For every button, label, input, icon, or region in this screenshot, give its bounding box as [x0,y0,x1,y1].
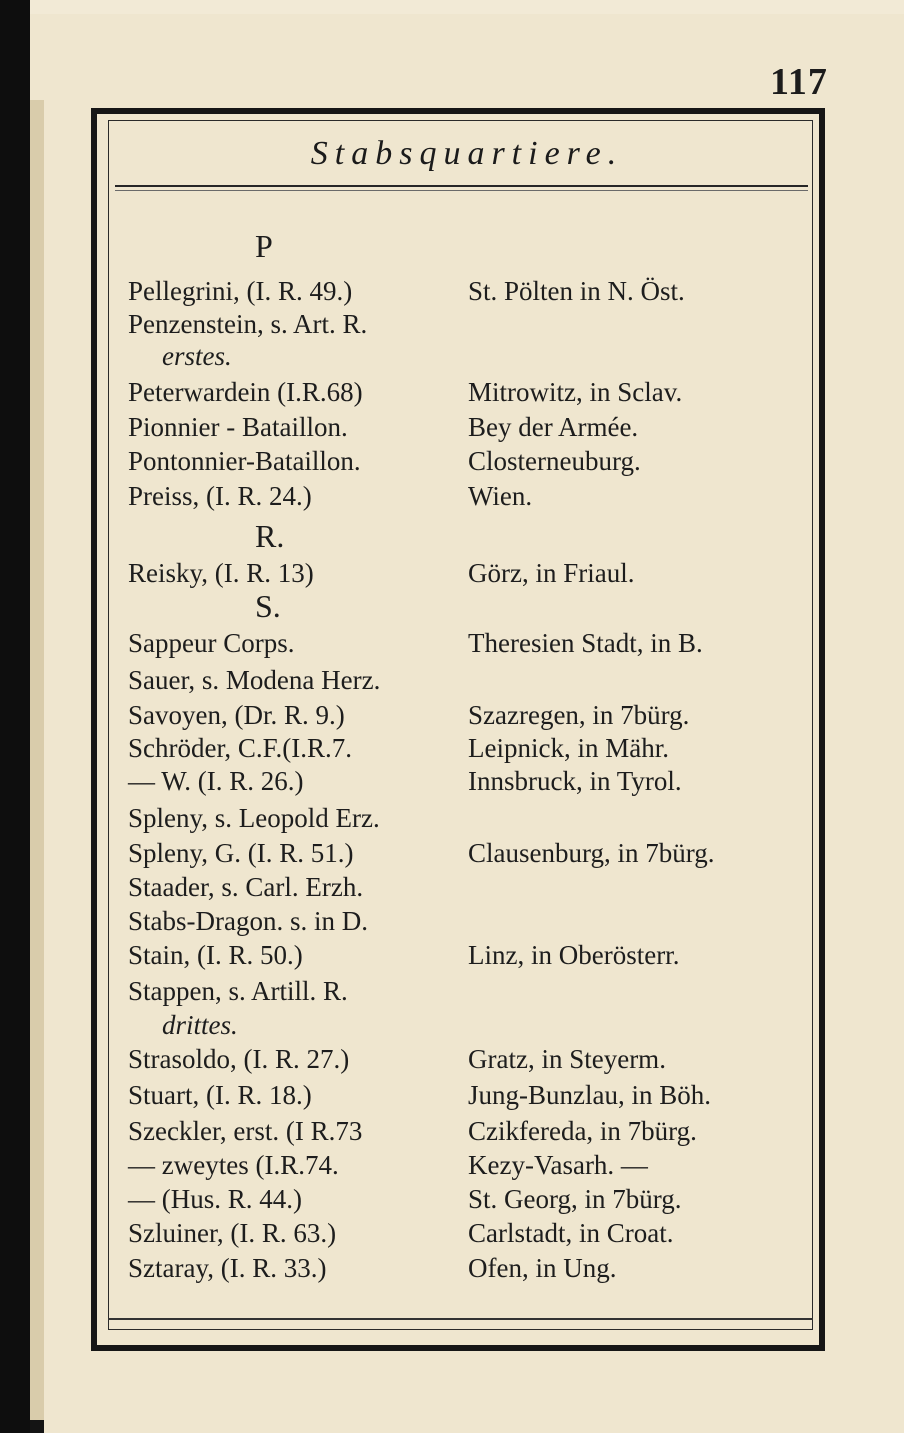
entry-location: Innsbruck, in Tyrol. [468,766,682,796]
list-item [128,558,828,598]
entry-name: Spleny, G. (I. R. 51.) [128,838,354,868]
entry-name: Stappen, s. Artill. R. [128,976,348,1006]
entry-location: Gratz, in Steyerm. [468,1044,666,1074]
list-item [128,1218,828,1258]
list-item [128,628,828,668]
entry-name: Stuart, (I. R. 18.) [128,1080,312,1110]
list-item [128,803,828,843]
entry-continuation: erstes. [162,341,232,371]
section-letter-r: R. [255,518,285,554]
entry-location: Carlstadt, in Croat. [468,1218,674,1248]
entry-location: Closterneuburg. [468,446,641,476]
entry-name: Sappeur Corps. [128,628,295,658]
section-letter-s: S. [255,588,281,624]
entry-location: Mitrowitz, in Sclav. [468,377,683,407]
entry-location: Theresien Stadt, in B. [468,628,703,658]
entry-location: Czikfereda, in 7bürg. [468,1116,697,1146]
entry-continuation: drittes. [162,1010,238,1040]
entry-location: St. Georg, in 7bürg. [468,1184,682,1214]
entry-location: Wien. [468,481,533,511]
list-item [128,1080,828,1120]
title-rule-thin [115,190,808,191]
entry-name: — zweytes (I.R.74. [128,1150,339,1180]
entry-location: Bey der Armée. [468,412,639,442]
list-item [128,446,828,486]
entry-location: Jung-Bunzlau, in Böh. [468,1080,711,1110]
entry-name: Szluiner, (I. R. 63.) [128,1218,337,1248]
list-item [128,940,828,980]
entry-name: Preiss, (I. R. 24.) [128,481,312,511]
entry-location: Görz, in Friaul. [468,558,635,588]
top-edge [0,0,904,14]
entry-name: Pontonnier-Bataillon. [128,446,361,476]
entry-location: Clausenburg, in 7bürg. [468,838,715,868]
entry-name: Staader, s. Carl. Erzh. [128,872,364,902]
list-item [128,1253,828,1293]
list-item [128,309,828,349]
list-item [128,481,828,521]
entry-name: Strasoldo, (I. R. 27.) [128,1044,350,1074]
entry-name: Szeckler, erst. (I R.73 [128,1116,363,1146]
entry-name: Spleny, s. Leopold Erz. [128,803,380,833]
entry-location: Szazregen, in 7bürg. [468,700,690,730]
entry-name: Peterwardein (I.R.68) [128,377,363,407]
list-item [128,1044,828,1084]
entry-name: Reisky, (I. R. 13) [128,558,314,588]
entry-name: Pionnier - Bataillon. [128,412,348,442]
entry-location: St. Pölten in N. Öst. [468,276,685,306]
entry-name: Schröder, C.F.(I.R.7. [128,733,352,763]
entry-location: Leipnick, in Mähr. [468,733,669,763]
section-letter-p: P [255,228,273,264]
entry-name: Stabs-Dragon. s. in D. [128,906,368,936]
page-number: 117 [770,61,828,103]
entry-name: — W. (I. R. 26.) [128,766,304,796]
entry-name: Savoyen, (Dr. R. 9.) [128,700,345,730]
entry-name: Sauer, s. Modena Herz. [128,665,381,695]
entry-name: Stain, (I. R. 50.) [128,940,303,970]
list-item [128,377,828,417]
entry-name: — (Hus. R. 44.) [128,1184,302,1214]
entry-name: Pellegrini, (I. R. 49.) [128,276,353,306]
list-item [128,665,828,705]
entry-location: Linz, in Oberösterr. [468,940,680,970]
entry-name: Penzenstein, s. Art. R. [128,309,368,339]
entry-location: Kezy-Vasarh. — [468,1150,648,1180]
page-title: Stabsquartiere. [310,135,624,172]
list-item [128,766,828,806]
title-rule [115,185,808,187]
bottom-rule [108,1318,813,1320]
entry-name: Sztaray, (I. R. 33.) [128,1253,327,1283]
gutter-paper-edge [30,100,44,1420]
entry-location: Ofen, in Ung. [468,1253,617,1283]
book-gutter [0,0,30,1433]
